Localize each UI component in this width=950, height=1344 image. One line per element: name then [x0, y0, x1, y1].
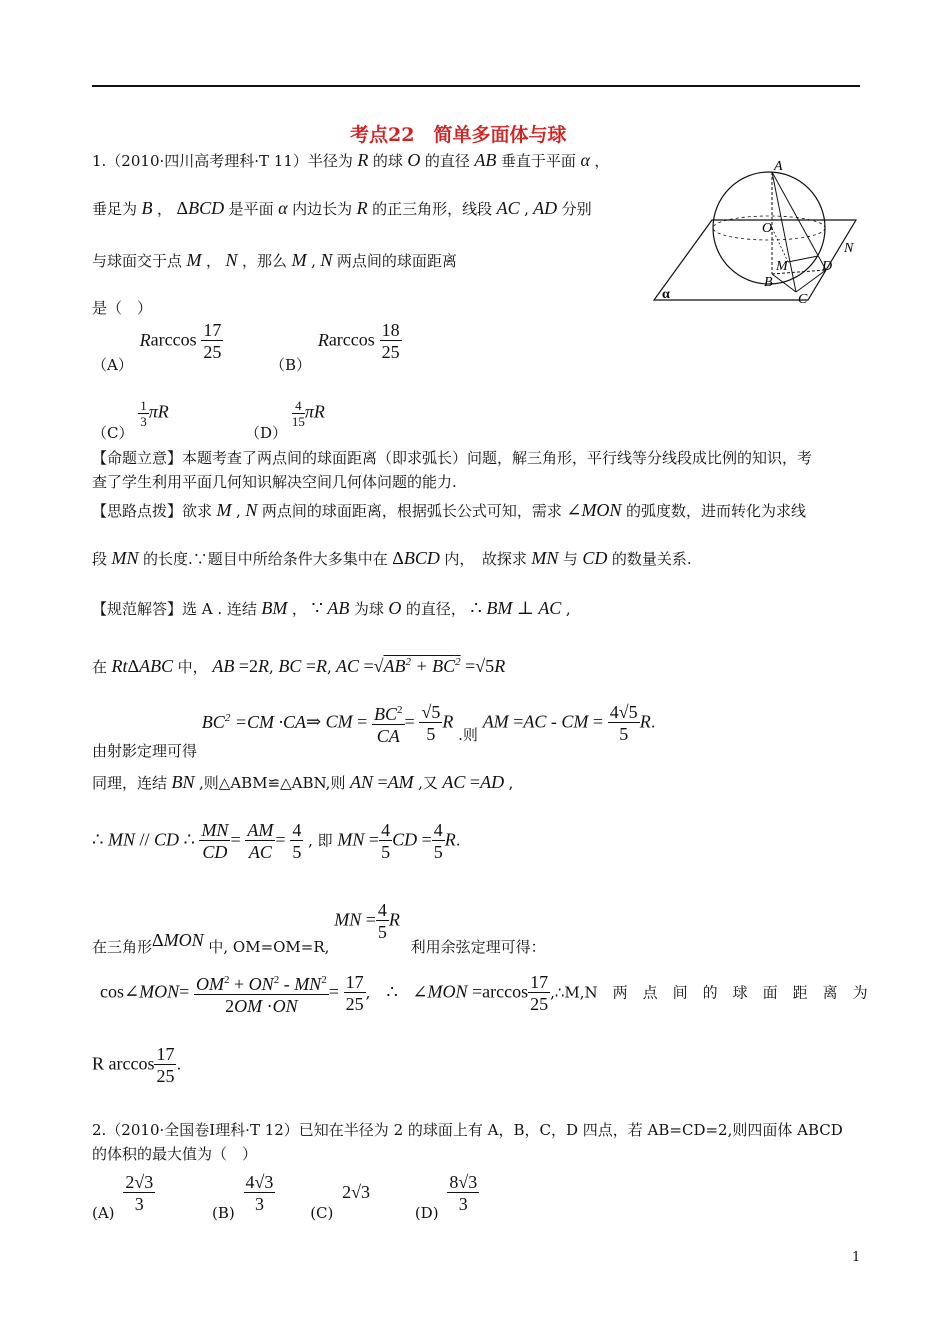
section-label: 【思路点拨】 — [92, 502, 183, 520]
q1-text: 是平面 — [228, 200, 274, 218]
paragraph-text: 由射影定理可得 — [92, 741, 198, 760]
sphere-figure — [648, 158, 860, 306]
solution-line5: ∴ MN // CD ∴ $\frac{MN}{CD}$ = $\frac{AM}{AC}$ = $\frac{4}{5}$ , 即 MN = $\frac{4}{5}$ CD = $\frac{4}{5}$ R. — [92, 820, 461, 862]
q1-line2: 垂足为 B ， ΔBCD 是平面 α 内边长为 R 的正三角形，线段 AC , AD 分别 — [92, 198, 592, 218]
option-value: 2√3 — [342, 1181, 371, 1202]
hint-line1: 【思路点拨】欲求 M , N 两点间的球面距离，根据弧长公式可知，需求 ∠MON 的弧度数，进而转化为求线 — [92, 500, 806, 520]
figure-label: C — [798, 292, 808, 306]
paragraph-text: 在三角形 — [92, 937, 153, 956]
q1-option-a: （A） Rarccos $\frac{17}{25}$ — [92, 320, 222, 374]
q1-text: 内边长为 — [292, 200, 353, 218]
paragraph-text: 中， — [177, 658, 208, 676]
arccos-text: arccos — [328, 329, 375, 350]
q1-text: 垂足为 — [92, 200, 138, 218]
q2-line1: 2.（2010·全国卷Ⅰ理科·T 12）已知在半径为 2 的球面上有 A，B，C，D 四点，若 AB=CD=2,则四面体 ABCD — [92, 1121, 843, 1139]
option-label: （C） — [92, 423, 134, 442]
paragraph-text: ,则△ABM≌△ABN,则 — [199, 774, 346, 792]
q2-options — [92, 1172, 479, 1222]
solution-line3: 由射影定理可得 $BC^2 =CM$ ·CA⇒ CM = $\frac{BC^2}{CA}$ = $\frac{√5}{5}$ R .则 AM =AC - CM = $\frac{4√5}{5}$ R. — [92, 702, 656, 760]
q1-text: 的正三角形，线段 — [372, 200, 493, 218]
paragraph-text: 在 — [92, 658, 108, 676]
solution-line1: 【规范解答】选 A . 连结 BM ， ∵ AB 为球 O 的直径， ∴ BM ⊥ AC , — [92, 598, 571, 618]
denominator: 3 — [140, 414, 147, 429]
paragraph-text: 与 — [562, 550, 578, 568]
solution-final: R arccos $\frac{17}{25}$ . — [92, 1044, 182, 1086]
paragraph-text: 本题考查了两点间的球面距离（即求弧长）问题，解三角形，平行线等分线段成比例的知识，考 — [182, 449, 813, 467]
q1-text: ，那么 — [242, 252, 288, 270]
option-label: (D) — [414, 1203, 439, 1222]
denominator: 25 — [203, 342, 222, 362]
solution-line4: 同理，连结 BN ,则△ABM≌△ABN,则 AN =AM ,又 AC =AD , — [92, 772, 514, 792]
q1-text: 的直径 — [424, 152, 470, 170]
numerator: 2√3 — [125, 1172, 154, 1192]
paragraph-text: 两点间的球面距离，根据弧长公式可知，需求 — [261, 502, 562, 520]
solution-line6: 在三角形ΔMON 中, OM=OM=R, MN = $\frac{4}{5}$ R 利用余弦定理可得： — [92, 900, 546, 956]
q1-text: 两点间的球面距离 — [336, 252, 457, 270]
option-label: （D） — [245, 423, 288, 442]
numerator: 1 — [140, 398, 147, 413]
section-label: 【规范解答】 — [92, 600, 183, 618]
q1-option-b: （B） Rarccos $\frac{18}{25}$ — [270, 320, 400, 374]
figure-label: M — [776, 259, 788, 274]
page-number: 1 — [852, 1250, 861, 1265]
q1-text: 垂直于平面 — [500, 152, 576, 170]
q1-text: ， — [157, 200, 173, 218]
header-rule — [92, 85, 860, 87]
figure-label: α — [662, 287, 670, 302]
denominator: 3 — [254, 1194, 264, 1214]
paragraph-text: 的弧度数，进而转化为求线 — [625, 502, 806, 520]
paragraph-text: .则 — [458, 725, 478, 744]
figure-label: B — [764, 275, 773, 290]
final-answer-text: R arccos — [92, 1053, 155, 1074]
page-title: 考点22 简单多面体与球 — [350, 124, 567, 146]
paragraph-text: 段 — [92, 550, 108, 568]
paragraph-text: 为球 — [353, 600, 384, 618]
option-label: (C) — [310, 1203, 334, 1222]
q1-line1: 1.（2010·四川高考理科·T 11）半径为 R 的球 O 的直径 AB 垂直于平面 α ， — [92, 150, 610, 170]
figure-label: N — [844, 241, 854, 256]
q1-text: 的球 — [372, 152, 403, 170]
figure-label: O — [762, 221, 773, 236]
paragraph-text: 欲求 — [182, 502, 213, 520]
q1-text: 与球面交于点 — [92, 252, 183, 270]
q1-line3: 与球面交于点 M ， N ，那么 M , N 两点间的球面距离 — [92, 250, 457, 270]
paragraph-text: 的长度.∵题目中所给条件大多集中在 — [143, 550, 388, 568]
option-label: （A） — [92, 355, 133, 374]
figure-label: A — [774, 159, 783, 174]
paragraph-text: 的直径， — [405, 600, 466, 618]
arccos-text: arccos — [150, 329, 197, 350]
figure-label: D — [822, 259, 833, 274]
numerator: 18 — [381, 320, 400, 340]
paragraph-text: 内， 故探求 — [444, 550, 527, 568]
intent-line2: 查了学生利用平面几何知识解决空间几何体问题的能力. — [92, 473, 457, 491]
solution-line2: 在 RtΔABC 中， AB =2R, BC =R, AC $=√AB^2 + BC^2 =√5R$ — [92, 656, 506, 676]
numerator: 17 — [203, 320, 222, 340]
denominator: 3 — [458, 1194, 468, 1214]
paragraph-text: 选 A . 连结 — [182, 600, 257, 618]
numerator: 8√3 — [449, 1172, 478, 1192]
numerator: 4 — [292, 398, 305, 414]
numerator: 4√3 — [245, 1172, 274, 1192]
paragraph-text: ,∴M,N 两 点 间 的 球 面 距 离 为 — [550, 983, 868, 1002]
q1-line4: 是（ ） — [92, 299, 153, 317]
option-label: (B) — [212, 1203, 235, 1222]
intent-line1 — [92, 448, 812, 468]
q1-text: 分别 — [561, 200, 592, 218]
denominator: 25 — [381, 342, 400, 362]
solution-line7: cos∠MON= $\frac{OM^2 + ON^2 - MN^2}{2OM \cdot ON}$ = $\frac{17}{25}$ , ∴ ∠MON =arccos $\frac{17}{25}$ ,∴M,N 两 点 间 的 球 面 距 离 为 — [100, 972, 868, 1016]
option-label: (A) — [92, 1203, 115, 1222]
paragraph-text: 的数量关系. — [611, 550, 692, 568]
paragraph-text: 利用余弦定理可得： — [410, 937, 546, 956]
hint-line2: 段 MN 的长度.∵题目中所给条件大多集中在 ΔBCD 内， 故探求 MN 与 CD 的数量关系. — [92, 548, 692, 568]
option-label: （B） — [270, 355, 312, 374]
q2-line2: 的体积的最大值为（ ） — [92, 1145, 258, 1163]
section-label: 【命题立意】 — [92, 449, 183, 467]
q1-option-c: （C） $\frac{1}{3}$ πR — [92, 398, 169, 442]
paragraph-text: ,又 — [418, 774, 438, 792]
denominator: 15 — [291, 414, 305, 429]
q1-option-d: （D） $\frac{4}{15}$ πR — [245, 398, 325, 442]
paragraph-text: 中, OM=OM=R, — [208, 937, 330, 956]
q1-text: 1.（2010·四川高考理科·T 11）半径为 — [92, 152, 353, 170]
paragraph-text: , 即 — [308, 831, 333, 850]
paragraph-text: 同理，连结 — [92, 774, 168, 792]
denominator: 3 — [134, 1194, 144, 1214]
